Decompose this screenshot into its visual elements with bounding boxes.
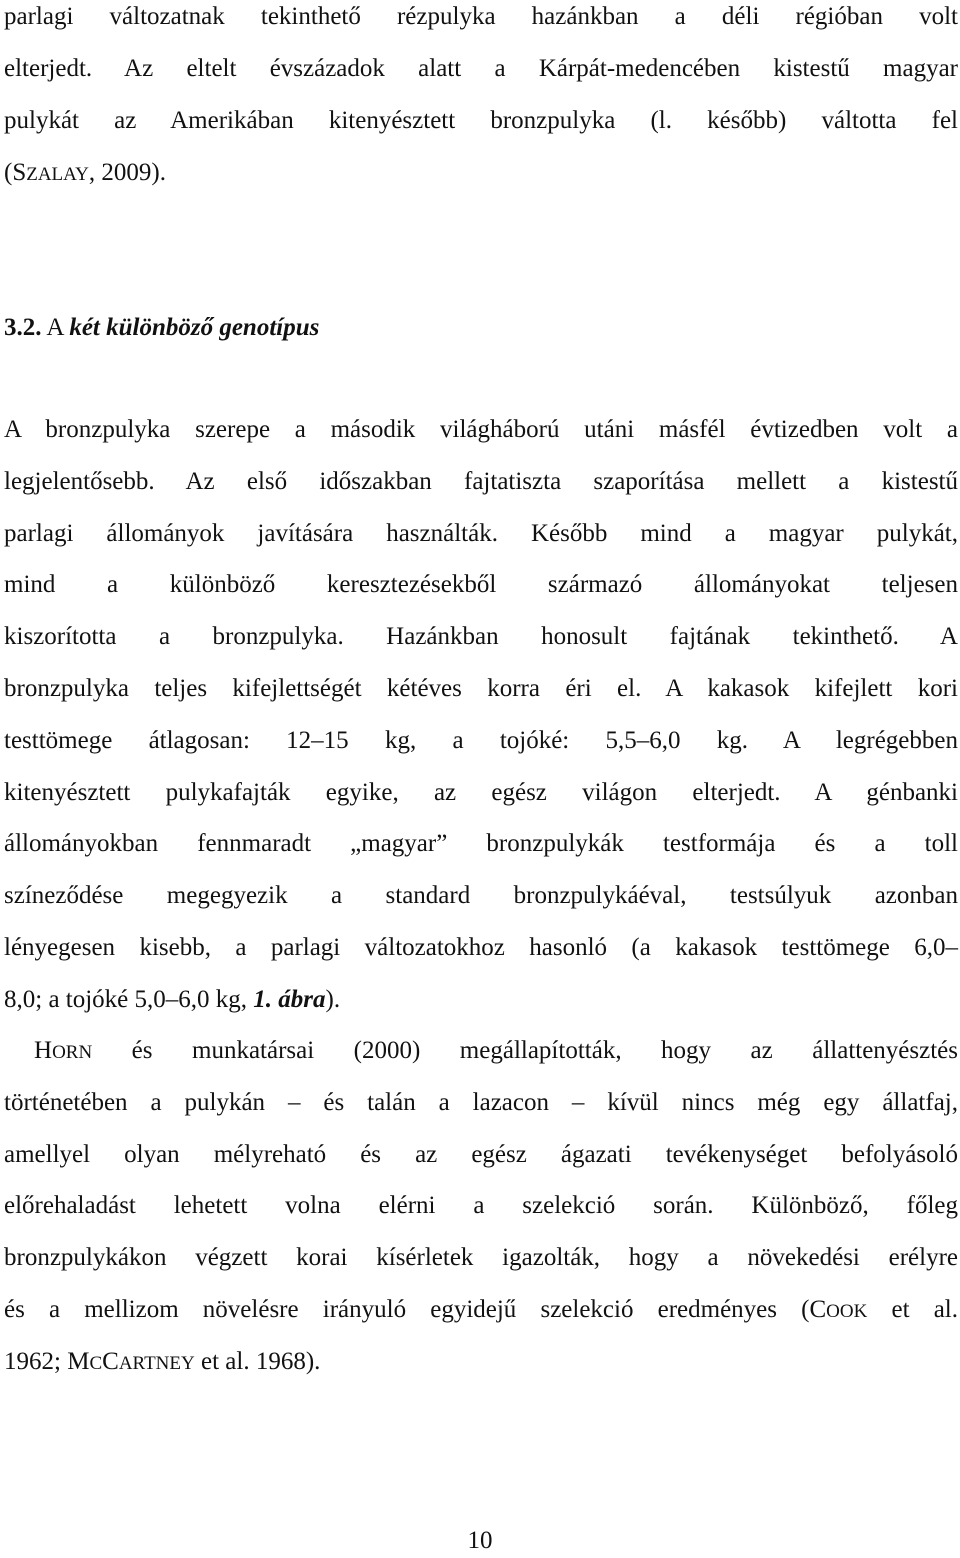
paragraph-line: parlagi változatnak tekinthető rézpulyka hazánkban a déli régióban volt — [4, 3, 958, 30]
paragraph-line: történetében a pulykán – és talán a lazacon – kívül nincs még egy állatfaj, — [4, 1089, 958, 1116]
author-smallcaps: ARTNEY — [118, 1353, 195, 1374]
text-span: és munkatársai (2000) megállapították, hogy az állattenyésztés — [92, 1037, 958, 1064]
citation-close: , 2009). — [88, 159, 166, 186]
author-initial: H — [34, 1037, 53, 1064]
author-smallcaps: C — [89, 1353, 103, 1374]
paragraph-line: amellyel olyan mélyreható és az egész ágazati tevékenységet befolyásoló — [4, 1141, 958, 1168]
section-number: 3.2. — [4, 314, 42, 341]
text-span: 8,0; a tojóké 5,0–6,0 kg, — [4, 986, 254, 1013]
figure-reference: 1. ábra — [253, 986, 326, 1013]
paragraph-line: testtömege átlagosan: 12–15 kg, a tojóké: 5,5–6,0 kg. A legrégebben — [4, 727, 958, 754]
text-span: ). — [325, 986, 341, 1013]
author-smallcaps: OOK — [826, 1301, 868, 1322]
text-span: et al. — [867, 1296, 958, 1323]
paragraph-line: lényegesen kisebb, a parlagi változatokhoz hasonló (a kakasok testtömege 6,0– — [4, 934, 958, 961]
paragraph-line — [4, 1293, 958, 1329]
paragraph-line: legjelentősebb. Az első időszakban fajtatiszta szaporítása mellett a kistestű — [4, 468, 958, 495]
paragraph-line: bronzpulyka teljes kifejlettségét kétéves korra éri el. A kakasok kifejlett kori — [4, 675, 958, 702]
text-span: és a mellizom növelésre irányuló egyidejű szelekció eredményes (C — [4, 1296, 827, 1323]
paragraph-line: előrehaladást lehetett volna elérni a szelekció során. Különböző, főleg — [4, 1192, 958, 1219]
author-initial: C — [102, 1348, 119, 1375]
paragraph-line: színeződése megegyezik a standard bronzpulykáéval, testsúlyuk azonban — [4, 882, 958, 909]
paragraph-line: pulykát az Amerikában kitenyésztett bronzpulyka (l. később) váltotta fel — [4, 107, 958, 134]
author-smallcaps: ORN — [52, 1042, 93, 1063]
paragraph-line: kitenyésztett pulykafajták egyike, az egész világon elterjedt. A génbanki — [4, 779, 958, 806]
paragraph-line: mind a különböző keresztezésekből származó állományokat teljesen — [4, 571, 958, 598]
paragraph-line — [4, 1034, 958, 1070]
citation-open: (S — [4, 159, 27, 186]
citation-author: ZALAY — [26, 164, 89, 185]
section-title: két különböző genotípus — [69, 314, 320, 341]
paragraph-line: állományokban fennmaradt „magyar” bronzpulykák testformája és a toll — [4, 830, 958, 857]
page-number: 10 — [467, 1527, 493, 1554]
paragraph-line: parlagi állományok javítására használták. Később mind a magyar pulykát, — [4, 520, 958, 547]
paragraph-line: kiszorította a bronzpulyka. Hazánkban honosult fajtának tekinthető. A — [4, 623, 958, 650]
section-heading — [4, 311, 319, 345]
section-prefix: A — [46, 314, 64, 341]
text-span: et al. 1968). — [194, 1348, 321, 1375]
paragraph-line — [4, 983, 958, 1017]
paragraph-line: elterjedt. Az eltelt évszázadok alatt a Kárpát-medencében kistestű magyar — [4, 55, 958, 82]
paragraph-line — [4, 1345, 958, 1381]
text-span: 1962; M — [4, 1348, 90, 1375]
paragraph-line: A bronzpulyka szerepe a második világháború utáni másfél évtizedben volt a — [4, 416, 958, 443]
paragraph-line: bronzpulykákon végzett korai kísérletek igazolták, hogy a növekedési erélyre — [4, 1244, 958, 1271]
citation-line — [4, 156, 958, 192]
